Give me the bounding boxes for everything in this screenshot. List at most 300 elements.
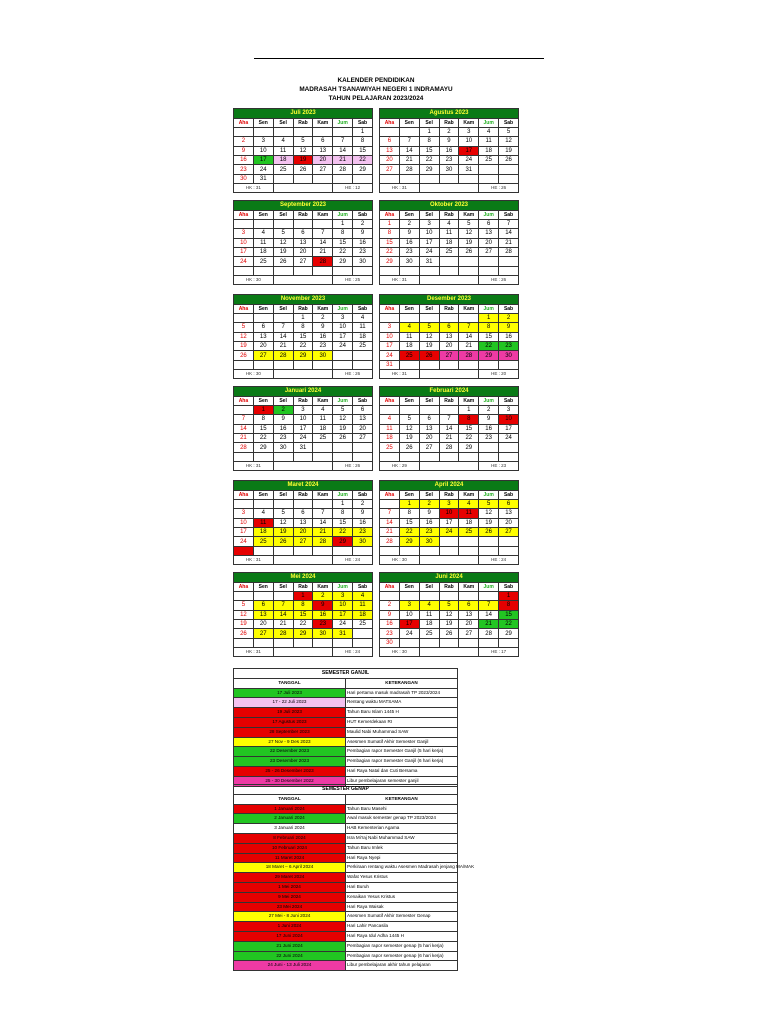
date-cell [333, 638, 353, 647]
legend-date: 21 Juni 2024 [234, 941, 346, 951]
legend-date: 29 Maret 2024 [234, 873, 346, 883]
date-cell: 1 [333, 219, 353, 228]
date-cell [313, 499, 333, 508]
legend-row [234, 688, 458, 698]
date-cell: 17 [234, 248, 254, 257]
date-cell: 17 [293, 424, 313, 433]
date-cell: 1 [419, 127, 439, 136]
date-cell: 25 [253, 257, 273, 266]
day-header: Aha [380, 118, 400, 127]
date-cell: 9 [273, 415, 293, 424]
day-header: Aha [234, 210, 254, 219]
legend-row [234, 843, 458, 853]
legend-description: Hari Lahir Pancasila [346, 922, 458, 932]
date-cell: 25 [399, 351, 419, 360]
day-header: Jum [333, 490, 353, 499]
legend-row [234, 863, 458, 873]
legend-col-keterangan: KETERANGAN [346, 678, 458, 688]
date-cell: 8 [333, 229, 353, 238]
date-cell: 21 [313, 528, 333, 537]
day-header: Sab [499, 304, 519, 313]
legend-description: Pembagian rapor semester genap (6 hari kerja) [346, 951, 458, 961]
date-cell: 19 [399, 434, 419, 443]
legend-description: Hari Raya Nyepi [346, 853, 458, 863]
date-cell [313, 452, 333, 461]
date-cell [419, 313, 439, 322]
date-cell: 8 [333, 509, 353, 518]
legend-date: 22 Juni 2024 [234, 951, 346, 961]
date-cell: 28 [333, 165, 353, 174]
date-cell: 14 [499, 229, 519, 238]
date-cell: 2 [439, 127, 459, 136]
date-cell [293, 266, 313, 275]
date-cell [353, 360, 373, 369]
day-header: Jum [333, 396, 353, 405]
date-cell: 23 [353, 248, 373, 257]
legend-title: SEMESTER GENAP [234, 785, 458, 795]
date-cell: 16 [419, 518, 439, 527]
date-cell: 2 [313, 591, 333, 600]
date-cell [380, 127, 400, 136]
date-cell: 10 [419, 229, 439, 238]
date-cell: 19 [419, 342, 439, 351]
date-cell: 6 [479, 219, 499, 228]
date-cell: 20 [479, 238, 499, 247]
date-cell [234, 266, 254, 275]
date-cell: 17 [380, 342, 400, 351]
hari-efektif: HE : 25 [333, 276, 373, 285]
date-cell [499, 266, 519, 275]
date-cell: 18 [380, 434, 400, 443]
day-header: Sab [499, 582, 519, 591]
date-cell: 2 [313, 313, 333, 322]
hari-kalender: HK : 29 [380, 462, 420, 471]
date-cell: 7 [234, 415, 254, 424]
date-cell: 20 [293, 248, 313, 257]
date-cell: 24 [499, 434, 519, 443]
date-cell: 2 [353, 219, 373, 228]
date-cell: 18 [253, 248, 273, 257]
date-cell: 2 [353, 499, 373, 508]
date-cell: 5 [234, 601, 254, 610]
date-cell: 10 [499, 415, 519, 424]
legend-date: 17 Juli 2023 [234, 688, 346, 698]
date-cell: 28 [273, 629, 293, 638]
date-cell [313, 219, 333, 228]
date-cell [439, 174, 459, 183]
date-cell: 3 [380, 323, 400, 332]
hari-kalender: HK : 31 [380, 370, 420, 379]
date-cell [479, 174, 499, 183]
doc-title-line1: KALENDER PENDIDIKAN [337, 77, 415, 84]
hari-efektif: HE : 23 [479, 462, 519, 471]
legend-row [234, 931, 458, 941]
date-cell: 3 [293, 405, 313, 414]
date-cell: 22 [333, 248, 353, 257]
hari-kalender: HK : 30 [380, 556, 420, 565]
date-cell: 29 [293, 629, 313, 638]
day-header: Kam [459, 118, 479, 127]
date-cell [313, 443, 333, 452]
date-cell: 3 [333, 313, 353, 322]
date-cell: 9 [439, 137, 459, 146]
date-cell: 14 [479, 610, 499, 619]
date-cell: 8 [293, 323, 313, 332]
date-cell: 10 [399, 610, 419, 619]
date-cell: 25 [273, 165, 293, 174]
date-cell: 12 [499, 137, 519, 146]
date-cell: 29 [419, 165, 439, 174]
date-cell [459, 591, 479, 600]
date-cell: 19 [234, 342, 254, 351]
date-cell: 15 [419, 146, 439, 155]
hari-efektif: HE : 17 [479, 648, 519, 657]
legend-row [234, 833, 458, 843]
date-cell: 16 [273, 424, 293, 433]
date-cell: 7 [333, 137, 353, 146]
day-header: Jum [479, 396, 499, 405]
date-cell: 18 [253, 528, 273, 537]
date-cell: 6 [293, 509, 313, 518]
date-cell: 16 [499, 332, 519, 341]
date-cell: 15 [479, 332, 499, 341]
date-cell: 7 [459, 323, 479, 332]
day-header: Kam [313, 304, 333, 313]
date-cell: 24 [253, 165, 273, 174]
date-cell: 10 [439, 509, 459, 518]
date-cell: 21 [333, 156, 353, 165]
day-header: Sen [253, 396, 273, 405]
date-cell: 2 [273, 405, 293, 414]
date-cell [499, 174, 519, 183]
legend-row [234, 737, 458, 747]
date-cell: 17 [234, 528, 254, 537]
date-cell: 11 [399, 332, 419, 341]
day-header: Aha [234, 582, 254, 591]
date-cell: 7 [399, 137, 419, 146]
date-cell: 30 [353, 537, 373, 546]
date-cell: 3 [333, 591, 353, 600]
date-cell: 12 [293, 146, 313, 155]
date-cell [419, 174, 439, 183]
date-cell: 8 [499, 601, 519, 610]
legend-description: Libur pembelajaran semester ganjil [346, 776, 458, 786]
spacer-cell [273, 556, 333, 565]
date-cell: 26 [273, 257, 293, 266]
date-cell: 30 [399, 257, 419, 266]
date-cell: 25 [353, 620, 373, 629]
month-calendar [379, 572, 519, 657]
spacer-cell [273, 462, 333, 471]
legend-date: 18 Maret – 6 April 2024 [234, 863, 346, 873]
day-header: Jum [333, 304, 353, 313]
date-cell: 13 [293, 518, 313, 527]
date-cell: 18 [459, 518, 479, 527]
day-header: Sab [353, 490, 373, 499]
date-cell: 21 [499, 238, 519, 247]
date-cell [419, 360, 439, 369]
date-cell: 7 [499, 219, 519, 228]
day-header: Sen [253, 118, 273, 127]
date-cell: 16 [353, 238, 373, 247]
date-cell [273, 313, 293, 322]
date-cell: 12 [273, 238, 293, 247]
date-cell: 12 [439, 610, 459, 619]
date-cell [439, 360, 459, 369]
date-cell: 13 [253, 332, 273, 341]
date-cell: 29 [353, 165, 373, 174]
legend-date: 17 Agustus 2023 [234, 717, 346, 727]
date-cell [439, 452, 459, 461]
date-cell [479, 452, 499, 461]
date-cell: 7 [380, 509, 400, 518]
date-cell: 17 [499, 424, 519, 433]
legend-row [234, 814, 458, 824]
date-cell: 26 [333, 434, 353, 443]
day-header: Sab [353, 582, 373, 591]
day-header: Rab [293, 118, 313, 127]
date-cell: 22 [253, 434, 273, 443]
date-cell: 30 [380, 638, 400, 647]
date-cell: 20 [253, 620, 273, 629]
day-header: Sel [419, 490, 439, 499]
legend-date: 9 Mei 2024 [234, 892, 346, 902]
date-cell: 10 [234, 518, 254, 527]
date-cell: 13 [380, 146, 400, 155]
date-cell [459, 174, 479, 183]
date-cell [333, 546, 353, 555]
spacer-cell [419, 648, 479, 657]
month-calendar [379, 480, 519, 565]
hari-kalender: HK : 31 [234, 462, 274, 471]
date-cell: 29 [333, 537, 353, 546]
date-cell [499, 537, 519, 546]
legend-row [234, 766, 458, 776]
legend-description: Rentang waktu MATSAMA [346, 698, 458, 708]
day-header: Sel [419, 304, 439, 313]
date-cell: 5 [479, 499, 499, 508]
date-cell: 27 [293, 537, 313, 546]
date-cell: 28 [459, 351, 479, 360]
date-cell: 5 [439, 601, 459, 610]
day-header: Sab [499, 210, 519, 219]
hari-efektif: HE : 12 [333, 184, 373, 193]
date-cell: 28 [399, 165, 419, 174]
hari-efektif: HE : 26 [333, 462, 373, 471]
legend-description: Asesmen Sumatif Akhir Semester Ganjil [346, 737, 458, 747]
date-cell: 23 [479, 434, 499, 443]
date-cell: 30 [499, 351, 519, 360]
date-cell [439, 591, 459, 600]
day-header: Sab [353, 118, 373, 127]
date-cell: 1 [459, 405, 479, 414]
date-cell [479, 443, 499, 452]
date-cell: 15 [333, 238, 353, 247]
date-cell: 28 [273, 351, 293, 360]
date-cell: 13 [439, 332, 459, 341]
legend-row [234, 727, 458, 737]
date-cell [333, 266, 353, 275]
spacer-cell [419, 462, 479, 471]
date-cell: 11 [439, 229, 459, 238]
date-cell: 15 [333, 518, 353, 527]
date-cell [439, 546, 459, 555]
legend-description: Perkiraan rentang waktu Asesmen Madrasah jenjang MA/MAK [346, 863, 458, 873]
date-cell: 11 [459, 509, 479, 518]
month-calendar [233, 294, 373, 379]
date-cell: 23 [234, 165, 254, 174]
date-cell [479, 266, 499, 275]
day-header: Sen [399, 582, 419, 591]
date-cell: 8 [293, 601, 313, 610]
date-cell: 9 [313, 323, 333, 332]
legend-description: Maulid Nabi Muhammad SAW [346, 727, 458, 737]
date-cell: 23 [499, 342, 519, 351]
date-cell [234, 499, 254, 508]
date-cell: 2 [399, 219, 419, 228]
date-cell: 3 [419, 219, 439, 228]
date-cell: 16 [313, 610, 333, 619]
date-cell: 16 [380, 620, 400, 629]
date-cell: 5 [499, 127, 519, 136]
day-header: Rab [439, 210, 459, 219]
date-cell: 14 [234, 424, 254, 433]
date-cell: 14 [313, 238, 333, 247]
date-cell: 5 [273, 229, 293, 238]
date-cell: 9 [313, 601, 333, 610]
day-header: Aha [380, 396, 400, 405]
date-cell: 26 [419, 351, 439, 360]
day-header: Jum [333, 118, 353, 127]
date-cell: 14 [273, 610, 293, 619]
spacer-cell [419, 556, 479, 565]
spacer-cell [273, 184, 333, 193]
date-cell [313, 174, 333, 183]
legend-row [234, 902, 458, 912]
date-cell [499, 165, 519, 174]
date-cell: 4 [273, 137, 293, 146]
day-header: Kam [459, 582, 479, 591]
date-cell: 9 [380, 610, 400, 619]
legend-date: 24 Juni - 13 Juli 2024 [234, 961, 346, 971]
date-cell [419, 452, 439, 461]
date-cell: 12 [419, 332, 439, 341]
date-cell: 25 [253, 537, 273, 546]
date-cell: 26 [499, 156, 519, 165]
date-cell: 4 [479, 127, 499, 136]
spacer-cell [419, 370, 479, 379]
date-cell [399, 591, 419, 600]
date-cell: 1 [253, 405, 273, 414]
legend-date: 25 - 30 Desember 2022 [234, 776, 346, 786]
spacer-cell [419, 184, 479, 193]
date-cell: 6 [353, 405, 373, 414]
date-cell: 11 [313, 415, 333, 424]
hari-efektif: HE : 24 [333, 648, 373, 657]
date-cell: 6 [253, 323, 273, 332]
legend-description: HAB Kementerian Agama [346, 824, 458, 834]
date-cell [479, 591, 499, 600]
date-cell: 21 [234, 434, 254, 443]
date-cell [353, 266, 373, 275]
date-cell: 18 [273, 156, 293, 165]
date-cell: 1 [380, 219, 400, 228]
date-cell: 30 [353, 257, 373, 266]
legend-row [234, 892, 458, 902]
hari-kalender: HK : 31 [234, 648, 274, 657]
legend-description: Tahun Baru Masehi [346, 804, 458, 814]
legend-row [234, 922, 458, 932]
date-cell [479, 546, 499, 555]
date-cell [234, 452, 254, 461]
spacer-cell [273, 648, 333, 657]
legend-description: Tahun Baru Imlek [346, 843, 458, 853]
date-cell: 15 [293, 332, 313, 341]
legend-description: Hari Raya Idul Adha 1445 H [346, 931, 458, 941]
date-cell: 21 [439, 434, 459, 443]
date-cell [380, 405, 400, 414]
date-cell: 13 [479, 229, 499, 238]
date-cell: 4 [419, 601, 439, 610]
legend-description: Hari pertama masuk madrasah TP 2023/2024 [346, 688, 458, 698]
date-cell [399, 360, 419, 369]
date-cell [419, 546, 439, 555]
month-calendar [379, 386, 519, 471]
legend-date: 27 Nov - 9 Des 2023 [234, 737, 346, 747]
legend-description: Tahun Baru Islam 1445 H [346, 708, 458, 718]
day-header: Jum [479, 118, 499, 127]
legend-date: 19 Juli 2023 [234, 708, 346, 718]
date-cell: 30 [313, 351, 333, 360]
date-cell [333, 443, 353, 452]
date-cell: 22 [333, 528, 353, 537]
date-cell [380, 591, 400, 600]
date-cell [353, 638, 373, 647]
date-cell: 5 [333, 405, 353, 414]
day-header: Sen [253, 582, 273, 591]
month-title: Juli 2023 [234, 109, 373, 119]
date-cell: 3 [234, 509, 254, 518]
legend-row [234, 912, 458, 922]
spacer-cell [273, 276, 333, 285]
date-cell: 23 [313, 620, 333, 629]
date-cell: 27 [479, 248, 499, 257]
legend-row [234, 698, 458, 708]
date-cell: 19 [459, 238, 479, 247]
date-cell [499, 443, 519, 452]
date-cell: 20 [419, 434, 439, 443]
date-cell: 27 [459, 629, 479, 638]
date-cell: 24 [459, 156, 479, 165]
date-cell [353, 452, 373, 461]
date-cell: 21 [273, 620, 293, 629]
date-cell: 30 [234, 174, 254, 183]
hari-efektif: HE : 24 [479, 556, 519, 565]
date-cell: 12 [399, 424, 419, 433]
date-cell: 25 [459, 528, 479, 537]
legend-date: 8 Februari 2024 [234, 833, 346, 843]
date-cell: 15 [353, 146, 373, 155]
day-header: Sel [273, 210, 293, 219]
date-cell: 24 [399, 629, 419, 638]
date-cell: 30 [419, 537, 439, 546]
date-cell: 23 [353, 528, 373, 537]
date-cell: 29 [380, 257, 400, 266]
day-header: Sel [419, 582, 439, 591]
date-cell [313, 127, 333, 136]
date-cell: 15 [380, 238, 400, 247]
date-cell [419, 405, 439, 414]
